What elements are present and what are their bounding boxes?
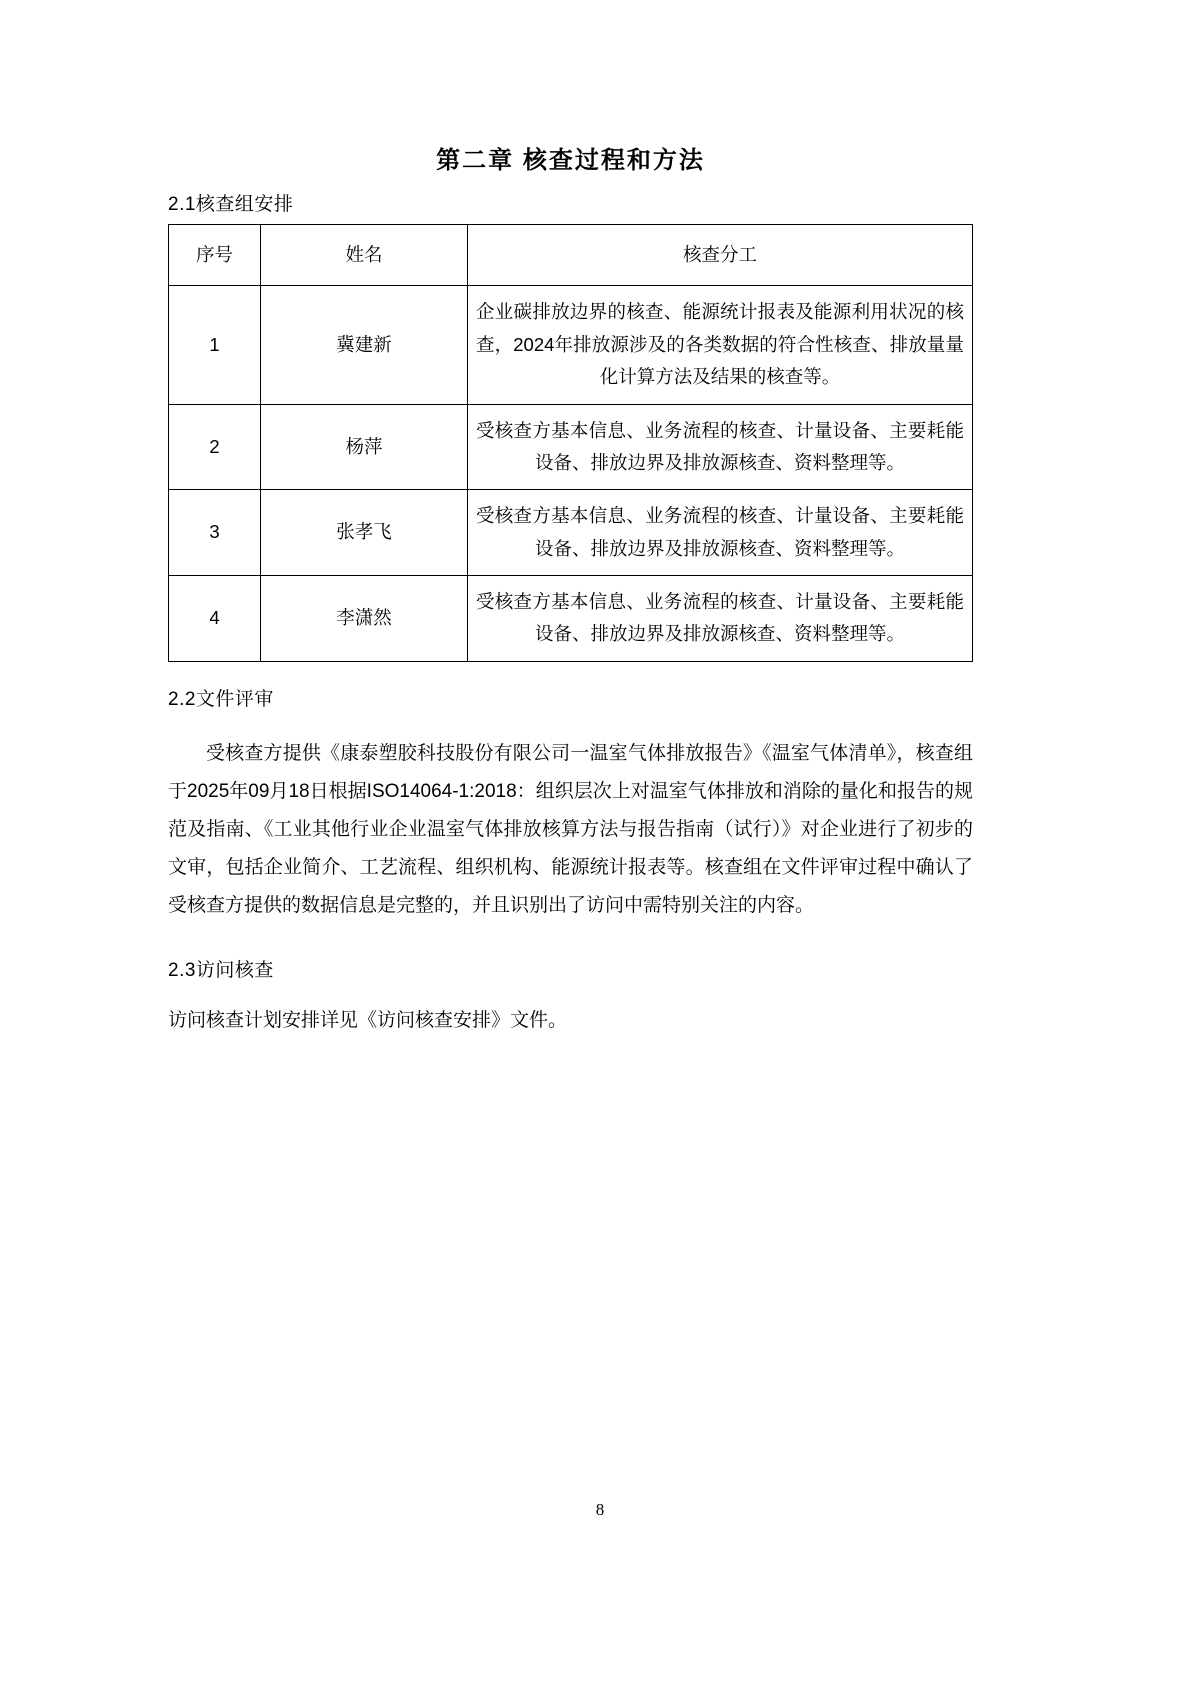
column-header-duty: 核查分工 [468,225,973,286]
page-number: 8 [595,1500,605,1519]
page-content [168,140,973,1040]
section-2-3-paragraph: 访问核查计划安排详见《访问核查安排》文件。 [168,1009,568,1031]
page-title: 第二章 核查过程和方法 [436,147,705,174]
table-row [169,576,973,662]
cell-duty: 受核查方基本信息、业务流程的核查、计量设备、主要耗能设备、排放边界及排放源核查、资料整理等。 [468,404,973,490]
section-2-2-paragraph: 受核查方提供《康泰塑胶科技股份有限公司一温室气体排放报告》《温室气体清单》，核查组于2025年09月18日根据ISO14064-1:2018：组织层次上对温室气体排放和消除的量化和报告的规范及指南、《工业其他行业企业温室气体排放核算方法与报告指南（试行）》对企业进行了初步的文审，包括企业简介、工艺流程、组织机构、能源统计报表等。核查组在文件评审过程中确认了受核查方提供的数据信息是完整的，并且识别出了访问中需特别关注的内容。 [168,742,973,916]
cell-name: 张孝飞 [261,490,468,576]
section-heading-2-3: 2.3访问核查 [168,959,274,981]
table-row [169,404,973,490]
table-row [169,286,973,404]
cell-duty: 受核查方基本信息、业务流程的核查、计量设备、主要耗能设备、排放边界及排放源核查、资料整理等。 [468,490,973,576]
cell-duty: 受核查方基本信息、业务流程的核查、计量设备、主要耗能设备、排放边界及排放源核查、资料整理等。 [468,576,973,662]
table-row [169,490,973,576]
cell-no: 4 [169,576,261,662]
cell-no: 2 [169,404,261,490]
table-header-row [169,225,973,286]
column-header-name: 姓名 [261,225,468,286]
cell-no: 3 [169,490,261,576]
cell-duty: 企业碳排放边界的核查、能源统计报表及能源利用状况的核查，2024年排放源涉及的各类数据的符合性核查、排放量量化计算方法及结果的核查等。 [468,286,973,404]
section-heading-2-1: 2.1核查组安排 [168,194,294,215]
cell-no: 1 [169,286,261,404]
cell-name: 李潇然 [261,576,468,662]
audit-team-table [168,224,973,662]
section-heading-2-2: 2.2文件评审 [168,688,274,710]
cell-name: 冀建新 [261,286,468,404]
cell-name: 杨萍 [261,404,468,490]
column-header-no: 序号 [169,225,261,286]
